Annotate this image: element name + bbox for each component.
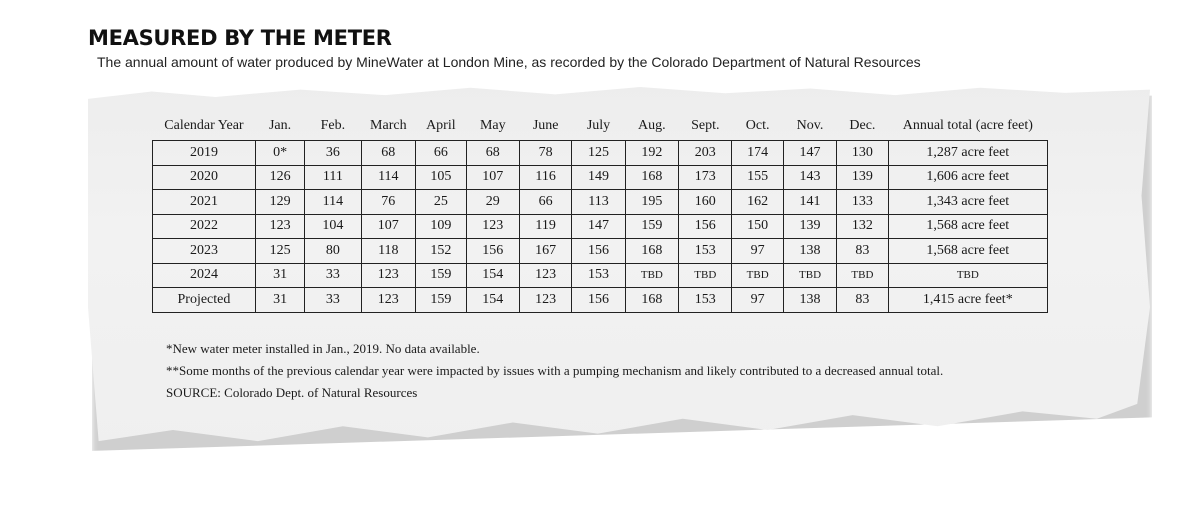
table-cell: 125: [572, 141, 625, 166]
table-cell: 78: [519, 141, 571, 166]
table-cell: 111: [305, 165, 361, 190]
table-cell: 1,415 acre feet*: [888, 288, 1047, 313]
row-label-cell: 2021: [153, 190, 256, 215]
column-header: Sept.: [691, 118, 720, 133]
table-cell: 0*: [255, 141, 304, 166]
column-header: May: [479, 118, 506, 133]
table-cell: 123: [255, 214, 304, 239]
table-cell: 153: [679, 239, 732, 264]
table-cell: TBD: [679, 263, 732, 288]
table-cell: TBD: [732, 263, 783, 288]
table-cell: 154: [466, 263, 519, 288]
table-cell: 160: [679, 190, 732, 215]
table-cell: 147: [783, 141, 836, 166]
row-label-cell: 2023: [153, 239, 256, 264]
column-header: Nov.: [796, 118, 824, 133]
column-header: Aug.: [638, 118, 666, 133]
table-cell: 150: [732, 214, 783, 239]
table-cell: 195: [625, 190, 678, 215]
table-cell: 155: [732, 165, 783, 190]
table-cell: 97: [732, 288, 783, 313]
table-cell: TBD: [783, 263, 836, 288]
table-cell: 139: [837, 165, 888, 190]
table-cell: 149: [572, 165, 625, 190]
table-cell: 66: [416, 141, 467, 166]
source-note: SOURCE: Colorado Dept. of Natural Resources: [166, 385, 418, 400]
table-cell: 156: [572, 239, 625, 264]
row-label-cell: 2020: [153, 165, 256, 190]
table-cell: 123: [361, 288, 416, 313]
table-cell: 138: [783, 288, 836, 313]
table-cell: 29: [466, 190, 519, 215]
chart-subtitle: The annual amount of water produced by MineWater at London Mine, as recorded by the Colorado Department of Natural Resources: [97, 54, 921, 70]
table-cell: 159: [625, 214, 678, 239]
table-cell: 114: [305, 190, 361, 215]
table-cell: 1,606 acre feet: [888, 165, 1047, 190]
table-cell: TBD: [625, 263, 678, 288]
table-cell: 116: [519, 165, 571, 190]
row-label-cell: 2022: [153, 214, 256, 239]
footnote-meter: *New water meter installed in Jan., 2019. No data available.: [166, 341, 480, 356]
table-cell: 113: [572, 190, 625, 215]
table-cell: 154: [466, 288, 519, 313]
table-cell: 1,287 acre feet: [888, 141, 1047, 166]
table-cell: 83: [837, 288, 888, 313]
table-cell: 76: [361, 190, 416, 215]
table-cell: 123: [466, 214, 519, 239]
table-cell: 80: [305, 239, 361, 264]
table-cell: 138: [783, 239, 836, 264]
table-cell: 126: [255, 165, 304, 190]
table-cell: 168: [625, 288, 678, 313]
table-cell: 107: [466, 165, 519, 190]
table-cell: 107: [361, 214, 416, 239]
table-cell: 167: [519, 239, 571, 264]
table-cell: 141: [783, 190, 836, 215]
table-cell: 152: [416, 239, 467, 264]
table-cell: 139: [783, 214, 836, 239]
table-cell: 153: [572, 263, 625, 288]
table-row: [153, 288, 1048, 313]
table-cell: 68: [361, 141, 416, 166]
table-cell: TBD: [837, 263, 888, 288]
table-cell: 159: [416, 288, 467, 313]
table-cell: 159: [416, 263, 467, 288]
table-cell: 36: [305, 141, 361, 166]
table-cell: 1,568 acre feet: [888, 239, 1047, 264]
table-cell: 147: [572, 214, 625, 239]
row-label-cell: Projected: [153, 288, 256, 313]
table-cell: 105: [416, 165, 467, 190]
column-header: March: [370, 118, 407, 133]
water-data-table: [152, 116, 1048, 313]
table-cell: 153: [679, 288, 732, 313]
table-cell: 83: [837, 239, 888, 264]
column-header: Dec.: [849, 118, 876, 133]
column-header: June: [532, 118, 559, 133]
table-row: [153, 141, 1048, 166]
table-cell: 109: [416, 214, 467, 239]
table-cell: 143: [783, 165, 836, 190]
column-header: Calendar Year: [164, 118, 244, 133]
table-cell: 192: [625, 141, 678, 166]
table-cell: 156: [572, 288, 625, 313]
table-cell: 66: [519, 190, 571, 215]
table-cell: 104: [305, 214, 361, 239]
chart-title: MEASURED BY THE METER: [88, 26, 392, 50]
table-cell: 123: [519, 263, 571, 288]
column-header: Feb.: [320, 118, 346, 133]
table-cell: 123: [519, 288, 571, 313]
table-cell: 168: [625, 165, 678, 190]
table-cell: TBD: [888, 263, 1047, 288]
table-cell: 203: [679, 141, 732, 166]
table-cell: 168: [625, 239, 678, 264]
table-cell: 68: [466, 141, 519, 166]
table-cell: 31: [255, 288, 304, 313]
table-row: [153, 165, 1048, 190]
table-row: [153, 214, 1048, 239]
table-cell: 132: [837, 214, 888, 239]
table-row: [153, 239, 1048, 264]
table-cell: 125: [255, 239, 304, 264]
table-cell: 119: [519, 214, 571, 239]
table-cell: 33: [305, 263, 361, 288]
table-cell: 156: [679, 214, 732, 239]
table-cell: 114: [361, 165, 416, 190]
table-cell: 174: [732, 141, 783, 166]
table-cell: 133: [837, 190, 888, 215]
row-label-cell: 2024: [153, 263, 256, 288]
column-header: April: [426, 118, 456, 133]
column-header: Jan.: [268, 118, 292, 133]
table-cell: 31: [255, 263, 304, 288]
table-cell: 1,568 acre feet: [888, 214, 1047, 239]
column-header: July: [586, 118, 611, 133]
table-header-row: [153, 116, 1048, 141]
table-cell: 129: [255, 190, 304, 215]
table-cell: 173: [679, 165, 732, 190]
column-header: Annual total (acre feet): [902, 118, 1033, 133]
footnotes: [166, 338, 943, 404]
table-cell: 33: [305, 288, 361, 313]
footnote-pumping: **Some months of the previous calendar year were impacted by issues with a pumping mechanism and likely contributed to a decreased annual total.: [166, 363, 944, 378]
table-row: [153, 190, 1048, 215]
table-cell: 118: [361, 239, 416, 264]
table-cell: 162: [732, 190, 783, 215]
table-cell: 97: [732, 239, 783, 264]
table-cell: 156: [466, 239, 519, 264]
table-cell: 123: [361, 263, 416, 288]
table-cell: 130: [837, 141, 888, 166]
table-cell: 1,343 acre feet: [888, 190, 1047, 215]
table-row: [153, 263, 1048, 288]
column-header: Oct.: [745, 118, 770, 133]
table-cell: 25: [416, 190, 467, 215]
row-label-cell: 2019: [153, 141, 256, 166]
